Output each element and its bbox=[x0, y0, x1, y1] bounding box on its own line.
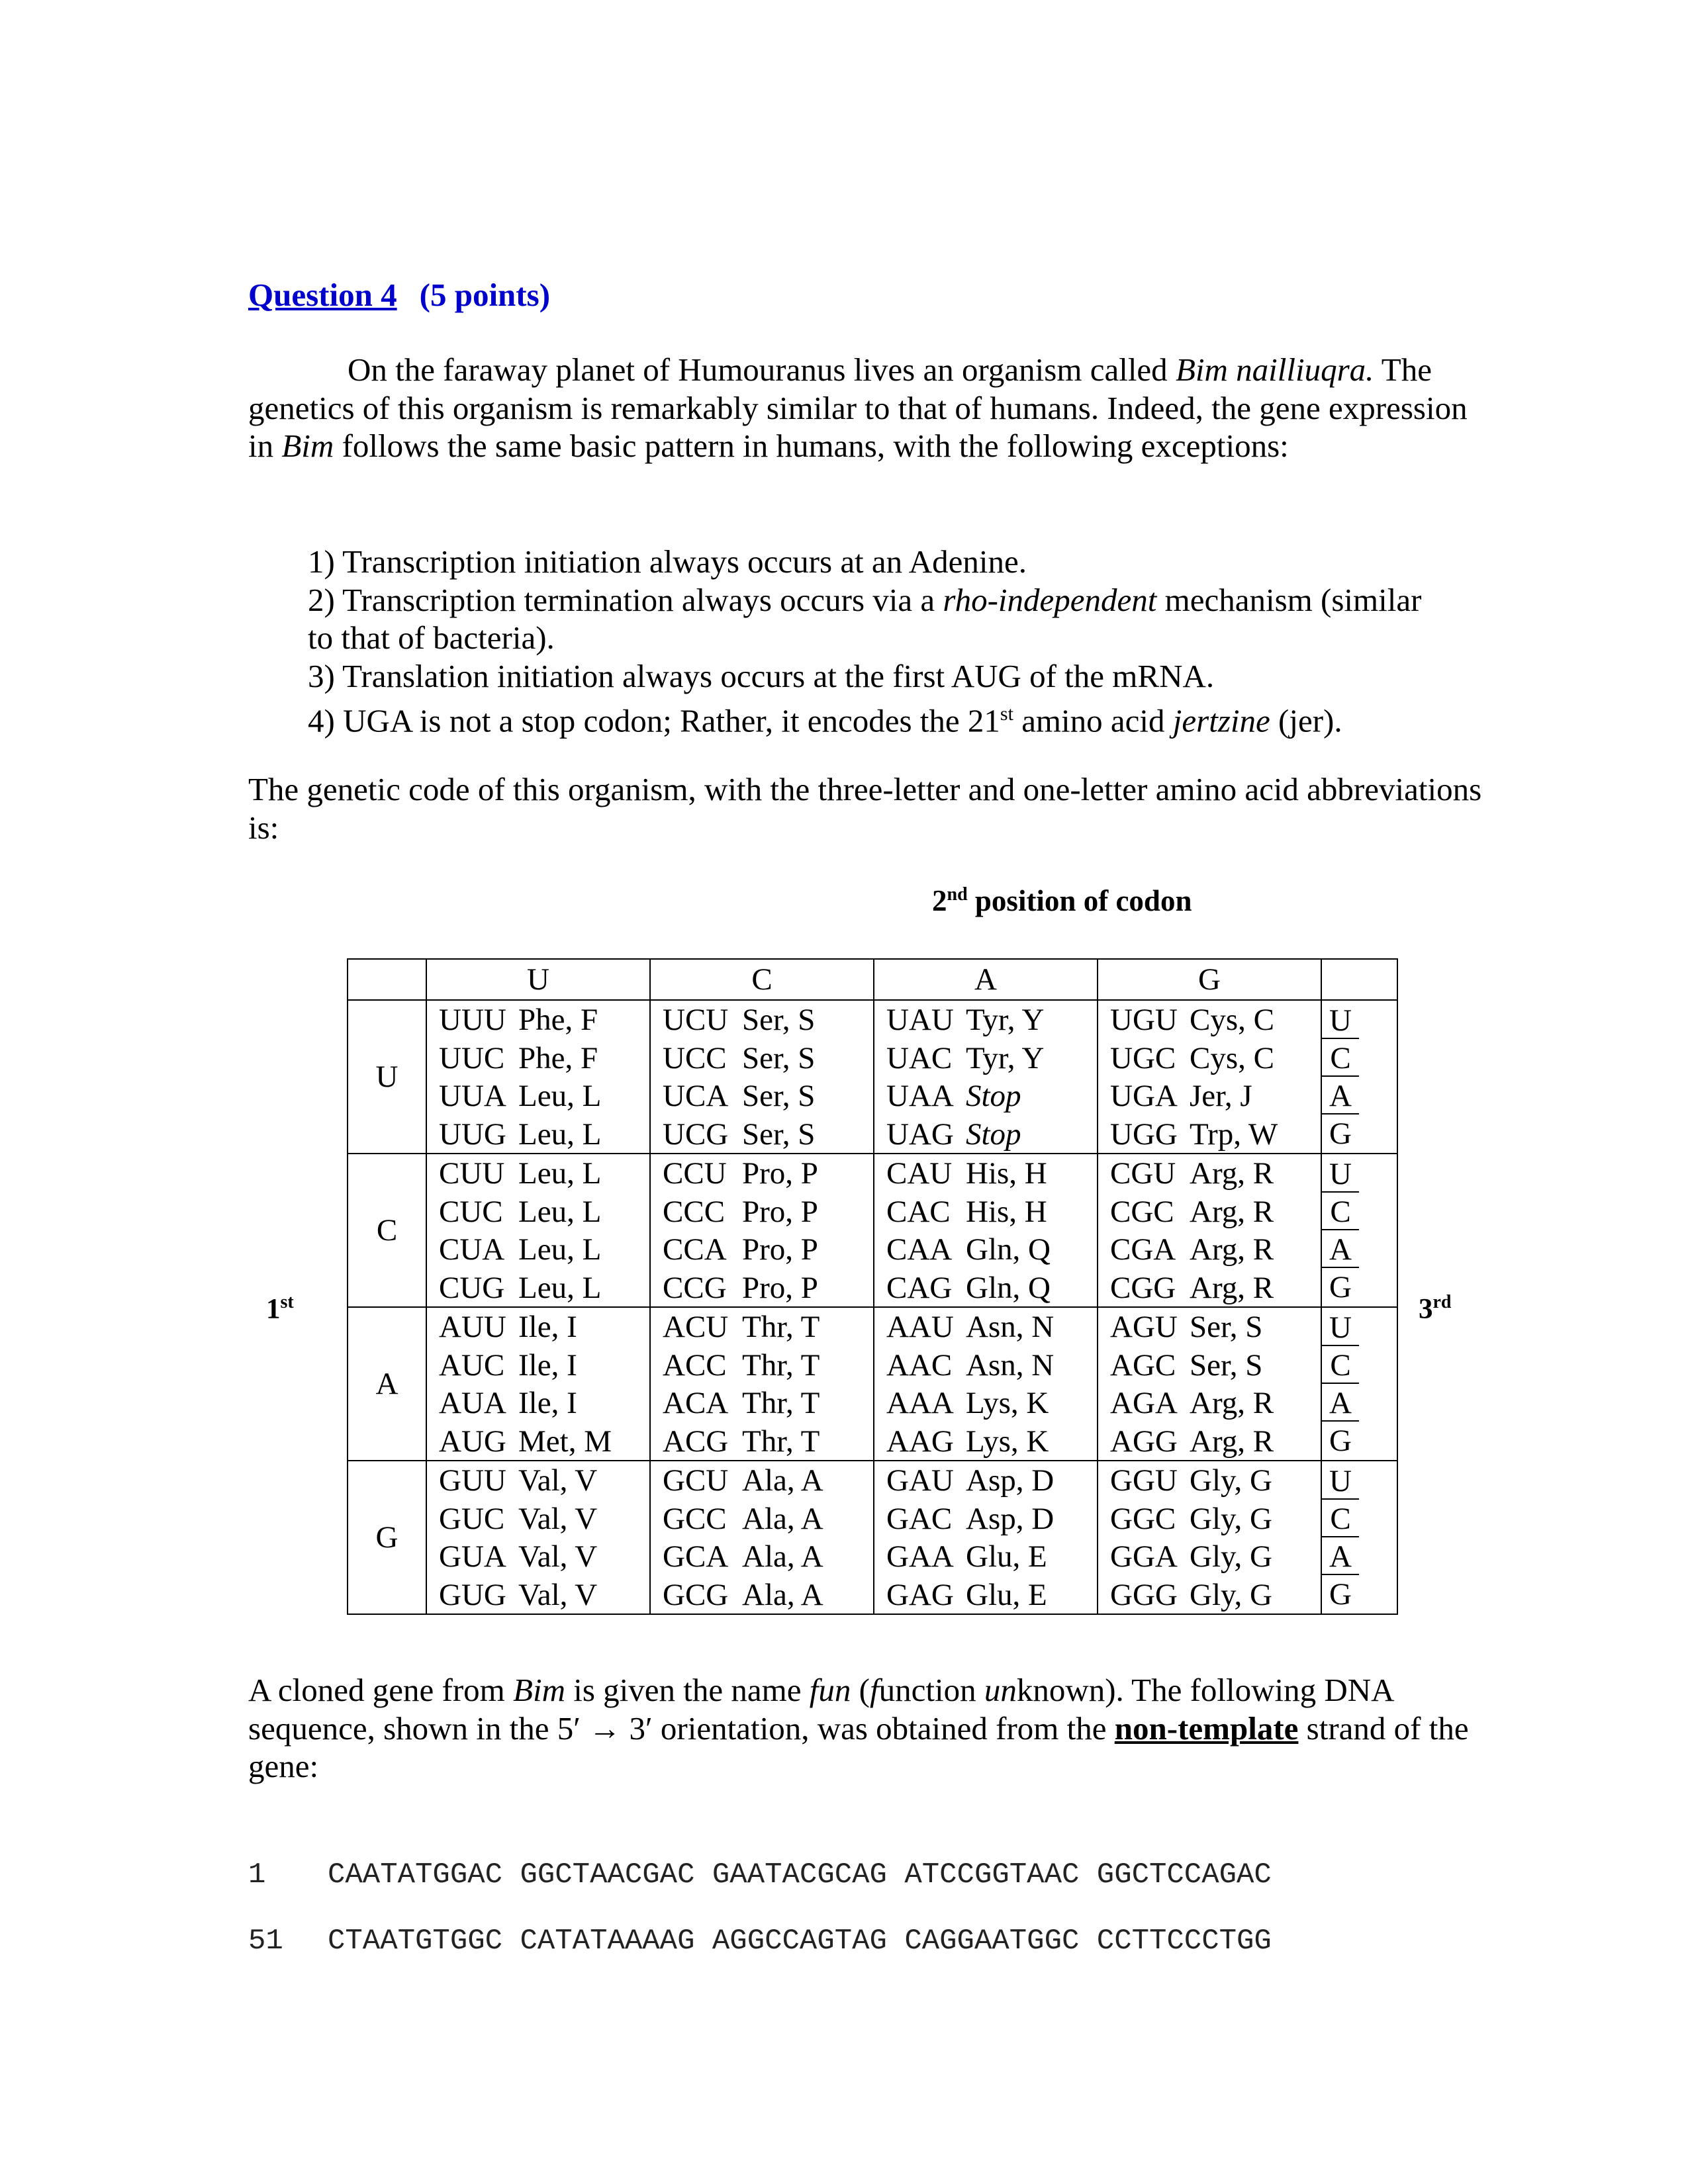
codon-triplet: GGC bbox=[1110, 1501, 1176, 1536]
codon-triplet: AAA bbox=[886, 1386, 954, 1420]
codon-triplet: GAC bbox=[886, 1501, 953, 1536]
codon-cell bbox=[874, 1461, 1098, 1614]
codon-triplet: CGU bbox=[1110, 1156, 1176, 1191]
third-base-cell bbox=[1321, 1154, 1397, 1307]
codon-entry bbox=[651, 1193, 873, 1231]
codon-triplet: GCA bbox=[663, 1539, 729, 1574]
second-header-g: G bbox=[1098, 959, 1321, 1000]
amino-acid: Asp, D bbox=[966, 1463, 1055, 1498]
code-intro: The genetic code of this organism, with the three-letter and one-letter amino acid abbreviations is: bbox=[248, 771, 1482, 846]
sequence-text: CTAATGTGGC CATATAAAAG AGGCCAGTAG CAGGAATGGC CCTTCCCTGG bbox=[328, 1925, 1272, 1958]
amino-acid: Stop bbox=[966, 1079, 1021, 1113]
third-base: A bbox=[1322, 1537, 1359, 1575]
codon-triplet: CGA bbox=[1110, 1232, 1176, 1267]
gene-text-11: strand of the gene: bbox=[248, 1709, 1469, 1784]
amino-acid: Trp, W bbox=[1190, 1116, 1278, 1152]
amino-acid: Asn, N bbox=[966, 1310, 1055, 1344]
codon-triplet: UAU bbox=[886, 1003, 954, 1037]
codon-triplet: GUC bbox=[439, 1501, 505, 1536]
codon-cell bbox=[874, 1000, 1098, 1154]
amino-acid: Ala, A bbox=[742, 1577, 823, 1612]
codon-triplet: UGC bbox=[1110, 1040, 1176, 1075]
codon-entry bbox=[427, 1077, 649, 1115]
third-position-label bbox=[1419, 1292, 1452, 1325]
codon-entry bbox=[874, 1077, 1097, 1115]
intro-text-3: The genetics of this organism is remarkably similar to that of humans. Indeed, the gene expression in bbox=[248, 351, 1468, 464]
amino-acid: Thr, T bbox=[742, 1386, 820, 1420]
codon-cell bbox=[874, 1307, 1098, 1461]
codon-entry bbox=[1098, 1308, 1321, 1346]
codon-triplet: GCC bbox=[663, 1501, 727, 1536]
codon-cell bbox=[426, 1461, 650, 1614]
codon-cell bbox=[426, 1154, 650, 1307]
third-base: G bbox=[1329, 1116, 1352, 1151]
codon-entry bbox=[874, 1346, 1097, 1385]
codon-entry bbox=[651, 1576, 873, 1614]
codon-entry bbox=[427, 1308, 649, 1346]
amino-acid: Met, M bbox=[518, 1424, 612, 1459]
third-base: A bbox=[1322, 1384, 1359, 1422]
codon-triplet: UGG bbox=[1110, 1116, 1178, 1152]
codon-entry bbox=[651, 1422, 873, 1461]
amino-acid: Leu, L bbox=[518, 1156, 602, 1191]
amino-acid: Tyr, Y bbox=[966, 1040, 1045, 1075]
codon-triplet: CCC bbox=[663, 1194, 726, 1229]
codon-triplet: CCA bbox=[663, 1232, 727, 1267]
first-position-label bbox=[266, 1292, 294, 1325]
codon-entry bbox=[651, 1001, 873, 1039]
codon-triplet: UGA bbox=[1110, 1079, 1178, 1113]
codon-triplet: CAG bbox=[886, 1270, 953, 1305]
amino-acid: Arg, R bbox=[1190, 1270, 1274, 1305]
amino-acid: Gln, Q bbox=[966, 1232, 1051, 1267]
codon-cell bbox=[1098, 1000, 1321, 1154]
exception-4-text-c: amino acid bbox=[1013, 702, 1173, 739]
amino-acid: Phe, F bbox=[518, 1003, 598, 1037]
amino-acid: His, H bbox=[966, 1194, 1047, 1229]
codon-cell bbox=[426, 1000, 650, 1154]
codon-entry bbox=[874, 1154, 1097, 1193]
amino-acid: His, H bbox=[966, 1156, 1047, 1191]
amino-acid: Glu, E bbox=[966, 1577, 1047, 1612]
third-base: U bbox=[1322, 1001, 1359, 1039]
codon-triplet: GCG bbox=[663, 1577, 729, 1612]
codon-entry bbox=[874, 1384, 1097, 1422]
gene-text-1: A cloned gene from bbox=[248, 1672, 514, 1708]
amino-acid: Leu, L bbox=[518, 1079, 602, 1113]
third-label-sup: rd bbox=[1432, 1292, 1452, 1312]
third-base: U bbox=[1322, 1155, 1359, 1193]
codon-cell bbox=[650, 1307, 874, 1461]
codon-triplet: CUG bbox=[439, 1270, 505, 1305]
codon-triplet: AGA bbox=[1110, 1386, 1178, 1420]
question-heading bbox=[248, 273, 550, 318]
amino-acid: Pro, P bbox=[742, 1232, 818, 1267]
codon-entry bbox=[1098, 1193, 1321, 1231]
codon-entry bbox=[1098, 1461, 1321, 1500]
third-base: G bbox=[1329, 1270, 1352, 1304]
codon-cell bbox=[650, 1461, 874, 1614]
third-base: G bbox=[1329, 1577, 1352, 1612]
codon-cell bbox=[650, 1154, 874, 1307]
table-row bbox=[348, 1154, 1397, 1307]
third-base: A bbox=[1322, 1230, 1359, 1268]
amino-acid: Stop bbox=[966, 1116, 1021, 1152]
intro-text-1: On the faraway planet of Humouranus lives an organism called bbox=[348, 351, 1176, 388]
third-base-cell bbox=[1321, 1000, 1397, 1154]
gene-text-genus: Bim bbox=[513, 1672, 565, 1708]
amino-acid: Val, V bbox=[518, 1577, 598, 1612]
header-third-cell bbox=[1321, 959, 1397, 1000]
codon-triplet: AUC bbox=[439, 1347, 505, 1383]
amino-acid-name: jertzine bbox=[1172, 702, 1270, 739]
codon-triplet: CGC bbox=[1110, 1194, 1174, 1229]
codon-entry bbox=[427, 1500, 649, 1538]
amino-acid: Arg, R bbox=[1190, 1424, 1274, 1459]
amino-acid: Jer, J bbox=[1190, 1079, 1252, 1113]
amino-acid: Ser, S bbox=[1190, 1310, 1263, 1344]
codon-triplet: CCU bbox=[663, 1156, 727, 1191]
codon-triplet: GGG bbox=[1110, 1577, 1178, 1612]
table-title-number: 2 bbox=[932, 884, 947, 917]
genetic-code-table bbox=[347, 958, 1398, 1615]
third-base: C bbox=[1322, 1193, 1359, 1230]
amino-acid: Thr, T bbox=[742, 1347, 820, 1383]
amino-acid: Ile, I bbox=[518, 1386, 577, 1420]
exception-4 bbox=[308, 695, 1433, 740]
codon-entry bbox=[427, 1346, 649, 1385]
codon-triplet: UCA bbox=[663, 1079, 729, 1113]
codon-triplet: GAA bbox=[886, 1539, 954, 1574]
exception-4-sup: st bbox=[1000, 703, 1013, 725]
codon-entry bbox=[427, 1039, 649, 1077]
codon-entry bbox=[874, 1230, 1097, 1269]
codon-triplet: AAU bbox=[886, 1310, 954, 1344]
amino-acid: Ser, S bbox=[742, 1040, 816, 1075]
codon-entry bbox=[651, 1154, 873, 1193]
codon-triplet: AAG bbox=[886, 1424, 954, 1459]
non-template-term: non-template bbox=[1114, 1709, 1299, 1747]
table-title bbox=[932, 884, 1192, 918]
codon-entry bbox=[1098, 1077, 1321, 1115]
species-name: Bim nailliuqra. bbox=[1175, 351, 1374, 388]
codon-entry bbox=[427, 1576, 649, 1614]
codon-triplet: UCC bbox=[663, 1040, 727, 1075]
codon-triplet: CAU bbox=[886, 1156, 953, 1191]
codon-entry bbox=[874, 1308, 1097, 1346]
codon-triplet: UUU bbox=[439, 1003, 506, 1037]
exception-2 bbox=[308, 581, 1433, 657]
sequence-text: CAATATGGAC GGCTAACGAC GAATACGCAG ATCCGGTAAC GGCTCCAGAC bbox=[328, 1858, 1272, 1891]
intro-text-5: follows the same basic pattern in humans, with the following exceptions: bbox=[334, 428, 1289, 464]
amino-acid: Gly, G bbox=[1190, 1539, 1272, 1574]
amino-acid: Phe, F bbox=[518, 1040, 598, 1075]
codon-entry bbox=[651, 1077, 873, 1115]
table-row bbox=[348, 1307, 1397, 1461]
codon-cell bbox=[874, 1154, 1098, 1307]
third-base-cell bbox=[1321, 1461, 1397, 1614]
codon-entry bbox=[651, 1384, 873, 1422]
exceptions-list bbox=[308, 543, 1433, 740]
codon-entry bbox=[427, 1461, 649, 1500]
amino-acid: Ser, S bbox=[742, 1003, 816, 1037]
third-base-cell bbox=[1321, 1307, 1397, 1461]
codon-entry bbox=[1098, 1230, 1321, 1269]
codon-entry bbox=[1098, 1346, 1321, 1385]
header-corner-cell bbox=[348, 959, 426, 1000]
amino-acid: Glu, E bbox=[966, 1539, 1047, 1574]
codon-entry bbox=[427, 1384, 649, 1422]
sequence-number: 51 bbox=[248, 1925, 283, 1958]
amino-acid: Leu, L bbox=[518, 1116, 602, 1152]
codon-entry bbox=[874, 1001, 1097, 1039]
codon-cell bbox=[1098, 1307, 1321, 1461]
codon-cell bbox=[1098, 1461, 1321, 1614]
exception-2-text-c: mechanism (similar to that of bacteria). bbox=[308, 581, 1422, 656]
amino-acid: Cys, C bbox=[1190, 1003, 1274, 1037]
codon-entry bbox=[427, 1537, 649, 1576]
codon-triplet: CUA bbox=[439, 1232, 505, 1267]
amino-acid: Ile, I bbox=[518, 1347, 577, 1383]
codon-entry bbox=[874, 1461, 1097, 1500]
first-label-number: 1 bbox=[266, 1293, 281, 1325]
codon-entry bbox=[651, 1039, 873, 1077]
codon-triplet: UAG bbox=[886, 1116, 954, 1152]
codon-triplet: ACA bbox=[663, 1386, 729, 1420]
codon-triplet: AUU bbox=[439, 1310, 506, 1344]
codon-entry bbox=[1098, 1001, 1321, 1039]
codon-cell bbox=[1098, 1154, 1321, 1307]
codon-entry bbox=[427, 1154, 649, 1193]
amino-acid: Ala, A bbox=[742, 1501, 823, 1536]
codon-entry bbox=[427, 1230, 649, 1269]
first-label-sup: st bbox=[280, 1292, 294, 1312]
codon-entry bbox=[651, 1537, 873, 1576]
codon-triplet: AAC bbox=[886, 1347, 953, 1383]
codon-entry bbox=[874, 1537, 1097, 1576]
codon-triplet: ACC bbox=[663, 1347, 727, 1383]
intro-paragraph bbox=[248, 351, 1499, 465]
table-row bbox=[348, 1461, 1397, 1614]
amino-acid: Ser, S bbox=[1190, 1347, 1263, 1383]
gene-name: fun bbox=[809, 1672, 851, 1708]
sequence-line-1 bbox=[248, 1858, 1272, 1891]
amino-acid: Pro, P bbox=[742, 1194, 818, 1229]
exception-1: 1) Transcription initiation always occurs at an Adenine. bbox=[308, 543, 1027, 580]
codon-triplet: UUC bbox=[439, 1040, 505, 1075]
codon-triplet: ACG bbox=[663, 1424, 729, 1459]
codon-cell bbox=[650, 1000, 874, 1154]
amino-acid: Gly, G bbox=[1190, 1463, 1272, 1498]
codon-entry bbox=[874, 1193, 1097, 1231]
second-header-u: U bbox=[426, 959, 650, 1000]
codon-triplet: CAA bbox=[886, 1232, 953, 1267]
codon-entry bbox=[651, 1230, 873, 1269]
codon-entry bbox=[1098, 1537, 1321, 1576]
codon-entry bbox=[651, 1269, 873, 1307]
codon-triplet: CUC bbox=[439, 1194, 503, 1229]
amino-acid: Tyr, Y bbox=[966, 1003, 1045, 1037]
first-base-cell: C bbox=[348, 1154, 426, 1307]
codon-entry bbox=[1098, 1422, 1321, 1461]
exception-2-text-a: 2) Transcription termination always occurs via a bbox=[308, 581, 943, 618]
codon-triplet: UUA bbox=[439, 1079, 506, 1113]
third-label-number: 3 bbox=[1419, 1293, 1433, 1325]
exception-4-text-e: (jer). bbox=[1270, 702, 1342, 739]
codon-triplet: UCU bbox=[663, 1003, 729, 1037]
codon-triplet: GCU bbox=[663, 1463, 729, 1498]
codon-triplet: CCG bbox=[663, 1270, 727, 1305]
table-row bbox=[348, 1000, 1397, 1154]
codon-entry bbox=[1098, 1500, 1321, 1538]
amino-acid: Arg, R bbox=[1190, 1194, 1274, 1229]
gene-text-3: is given the name bbox=[565, 1672, 810, 1708]
codon-entry bbox=[427, 1115, 649, 1154]
question-points: (5 points) bbox=[419, 277, 551, 313]
gene-text-8: un bbox=[984, 1672, 1017, 1708]
amino-acid: Ala, A bbox=[742, 1463, 823, 1498]
codon-triplet: CGG bbox=[1110, 1270, 1176, 1305]
question-number: Question 4 bbox=[248, 277, 397, 313]
third-base: U bbox=[1322, 1308, 1359, 1346]
codon-entry bbox=[651, 1461, 873, 1500]
sequence-line-2 bbox=[248, 1925, 1272, 1958]
third-base: U bbox=[1322, 1462, 1359, 1500]
amino-acid: Gly, G bbox=[1190, 1577, 1272, 1612]
amino-acid: Asp, D bbox=[966, 1501, 1055, 1536]
amino-acid: Val, V bbox=[518, 1463, 598, 1498]
third-base: C bbox=[1322, 1039, 1359, 1077]
codon-entry bbox=[651, 1308, 873, 1346]
codon-triplet: UCG bbox=[663, 1116, 729, 1152]
codon-entry bbox=[874, 1269, 1097, 1307]
amino-acid: Thr, T bbox=[742, 1310, 820, 1344]
codon-triplet: CAC bbox=[886, 1194, 951, 1229]
codon-triplet: GUG bbox=[439, 1577, 506, 1612]
gene-text-6: f bbox=[869, 1672, 879, 1708]
codon-triplet: AGG bbox=[1110, 1424, 1178, 1459]
amino-acid: Arg, R bbox=[1190, 1386, 1274, 1420]
exception-2-italic: rho-independent bbox=[943, 581, 1157, 618]
codon-entry bbox=[1098, 1115, 1321, 1154]
exception-4-text-a: 4) UGA is not a stop codon; Rather, it encodes the 21 bbox=[308, 702, 1000, 739]
amino-acid: Ala, A bbox=[742, 1539, 823, 1574]
codon-triplet: GGA bbox=[1110, 1539, 1178, 1574]
codon-entry bbox=[651, 1500, 873, 1538]
codon-triplet: AUA bbox=[439, 1386, 506, 1420]
codon-entry bbox=[1098, 1384, 1321, 1422]
codon-entry bbox=[1098, 1576, 1321, 1614]
codon-cell bbox=[426, 1307, 650, 1461]
amino-acid: Leu, L bbox=[518, 1194, 602, 1229]
amino-acid: Ile, I bbox=[518, 1310, 577, 1344]
amino-acid: Leu, L bbox=[518, 1270, 602, 1305]
amino-acid: Ser, S bbox=[742, 1079, 816, 1113]
second-header-a: A bbox=[874, 959, 1098, 1000]
third-base: A bbox=[1322, 1077, 1359, 1115]
codon-entry bbox=[874, 1039, 1097, 1077]
codon-triplet: AGC bbox=[1110, 1347, 1176, 1383]
third-base: C bbox=[1322, 1346, 1359, 1384]
codon-triplet: AUG bbox=[439, 1424, 506, 1459]
amino-acid: Val, V bbox=[518, 1539, 598, 1574]
codon-triplet: UUG bbox=[439, 1116, 506, 1152]
codon-triplet: UAC bbox=[886, 1040, 953, 1075]
amino-acid: Asn, N bbox=[966, 1347, 1055, 1383]
table-title-sup: nd bbox=[947, 884, 968, 905]
codon-entry bbox=[427, 1269, 649, 1307]
codon-entry bbox=[651, 1346, 873, 1385]
first-base-cell: A bbox=[348, 1307, 426, 1461]
amino-acid: Gln, Q bbox=[966, 1270, 1051, 1305]
first-base-cell: G bbox=[348, 1461, 426, 1614]
first-base-cell: U bbox=[348, 1000, 426, 1154]
codon-triplet: GUA bbox=[439, 1539, 506, 1574]
codon-entry bbox=[1098, 1039, 1321, 1077]
codon-entry bbox=[427, 1422, 649, 1461]
second-header-c: C bbox=[650, 959, 874, 1000]
codon-triplet: UGU bbox=[1110, 1003, 1178, 1037]
genus-name: Bim bbox=[281, 428, 334, 464]
amino-acid: Pro, P bbox=[742, 1156, 818, 1191]
exception-3: 3) Translation initiation always occurs at the first AUG of the mRNA. bbox=[308, 657, 1215, 694]
amino-acid: Cys, C bbox=[1190, 1040, 1274, 1075]
gene-paragraph bbox=[248, 1671, 1499, 1786]
codon-triplet: GAG bbox=[886, 1577, 954, 1612]
amino-acid: Leu, L bbox=[518, 1232, 602, 1267]
amino-acid: Arg, R bbox=[1190, 1232, 1274, 1267]
third-base: G bbox=[1329, 1424, 1352, 1458]
sequence-number: 1 bbox=[248, 1858, 266, 1891]
codon-entry bbox=[427, 1193, 649, 1231]
codon-entry bbox=[874, 1422, 1097, 1461]
table-header-row bbox=[348, 959, 1397, 1000]
codon-triplet: AGU bbox=[1110, 1310, 1178, 1344]
codon-triplet: GUU bbox=[439, 1463, 506, 1498]
gene-text-5: ( bbox=[851, 1672, 870, 1708]
amino-acid: Arg, R bbox=[1190, 1156, 1274, 1191]
gene-text-7: unction bbox=[878, 1672, 984, 1708]
codon-triplet: ACU bbox=[663, 1310, 729, 1344]
codon-entry bbox=[874, 1500, 1097, 1538]
amino-acid: Gly, G bbox=[1190, 1501, 1272, 1536]
gene-text-9: known). The following DNA sequence, shown in the 5′ → 3′ orientation, was obtained from the bbox=[248, 1672, 1393, 1747]
amino-acid: Ser, S bbox=[742, 1116, 816, 1152]
codon-entry bbox=[651, 1115, 873, 1154]
amino-acid: Pro, P bbox=[742, 1270, 818, 1305]
codon-triplet: CUU bbox=[439, 1156, 505, 1191]
codon-entry bbox=[427, 1001, 649, 1039]
codon-entry bbox=[874, 1115, 1097, 1154]
codon-triplet: UAA bbox=[886, 1079, 954, 1113]
amino-acid: Lys, K bbox=[966, 1424, 1049, 1459]
amino-acid: Thr, T bbox=[742, 1424, 820, 1459]
codon-entry bbox=[1098, 1269, 1321, 1307]
codon-triplet: GGU bbox=[1110, 1463, 1178, 1498]
third-base: C bbox=[1322, 1500, 1359, 1537]
amino-acid: Lys, K bbox=[966, 1386, 1049, 1420]
amino-acid: Val, V bbox=[518, 1501, 598, 1536]
table-title-text: position of codon bbox=[967, 884, 1192, 917]
codon-entry bbox=[874, 1576, 1097, 1614]
codon-entry bbox=[1098, 1154, 1321, 1193]
codon-triplet: GAU bbox=[886, 1463, 954, 1498]
